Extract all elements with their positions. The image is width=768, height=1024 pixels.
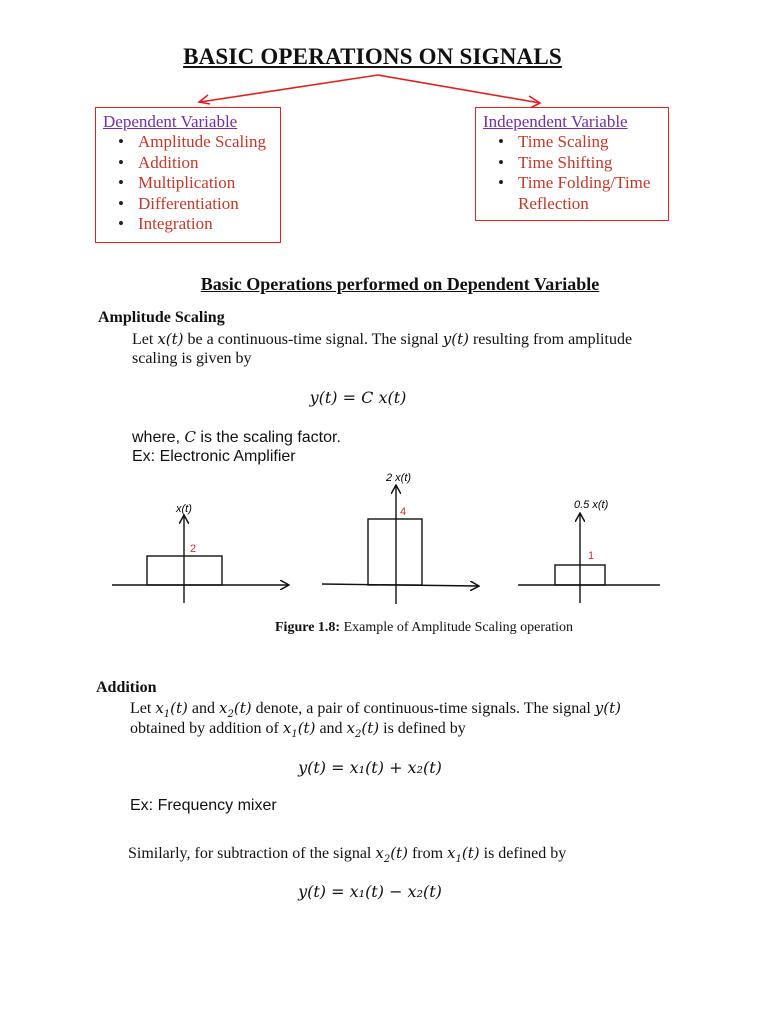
text: Let <box>132 331 158 348</box>
list-item: • Addition <box>118 153 280 174</box>
plot-label: 2 x(t) <box>386 472 412 484</box>
math-x-t: x(t) <box>157 330 184 348</box>
figure-caption <box>0 620 768 636</box>
dependent-heading: Dependent Variable <box>103 112 238 131</box>
math-x1-t: $x_1(t)$ <box>447 844 480 865</box>
list-item: • Differentiation <box>118 194 280 215</box>
text: and <box>315 720 347 737</box>
text: is defined by <box>379 720 466 737</box>
text: Let <box>130 700 156 717</box>
amplitude-heading: Amplitude Scaling <box>98 309 225 326</box>
arrow-left-head <box>199 95 210 104</box>
text: Similarly, for subtraction of the signal <box>128 845 376 862</box>
amplitude-example: Ex: Electronic Amplifier <box>132 448 296 465</box>
plot-half-x-t <box>518 499 660 603</box>
text: where, <box>132 429 185 446</box>
list-item-continuation: Reflection <box>518 193 589 213</box>
caption-label: Figure 1.8: <box>275 620 341 635</box>
plot-label: 0.5 x(t) <box>574 499 609 511</box>
dependent-list <box>96 132 280 235</box>
addition-equation: y(t) = x₁(t) + x₂(t) <box>298 758 442 777</box>
section-heading: Basic Operations performed on Dependent Variable <box>200 274 600 294</box>
amplitude-value: 1 <box>588 550 595 562</box>
list-item: • Time Shifting <box>498 153 668 174</box>
title-arrows <box>0 0 768 120</box>
text: is defined by <box>479 845 567 862</box>
page-title: BASIC OPERATIONS ON SIGNALS <box>183 44 562 69</box>
math-y-t: y(t) <box>442 330 469 348</box>
independent-list <box>476 132 668 214</box>
list-item: • Integration <box>118 214 280 235</box>
text: denote, a pair of continuous-time signals. The signal <box>251 700 595 717</box>
plot-label: x(t) <box>176 503 192 515</box>
amplitude-equation: y(t) = C x(t) <box>309 388 407 407</box>
math-x2-t: $x_2(t)$ <box>219 699 252 720</box>
list-item: • Time Scaling <box>498 132 668 153</box>
amplitude-scaling-figure <box>100 466 660 611</box>
plot-2x-t <box>322 472 478 604</box>
arrow-left <box>200 75 378 102</box>
text: obtained by addition of <box>130 720 283 737</box>
caption-text: Example of Amplitude Scaling operation <box>340 620 573 635</box>
math-x2-t: $x_2(t)$ <box>346 719 380 740</box>
independent-heading: Independent Variable <box>483 112 628 131</box>
amplitude-value: 2 <box>190 543 197 555</box>
text: is the scaling factor. <box>195 429 341 446</box>
amplitude-value: 4 <box>400 506 407 518</box>
math-y-t: y(t) <box>594 699 621 717</box>
addition-paragraph-line2 <box>130 718 760 745</box>
math-x1-t: $x_1(t)$ <box>282 719 316 740</box>
arrow-right <box>378 75 540 103</box>
text: be a continuous-time signal. The signal <box>183 331 443 348</box>
addition-heading: Addition <box>96 679 157 696</box>
independent-variable-box <box>475 107 669 221</box>
amplitude-paragraph <box>132 329 752 350</box>
pulse-rect <box>368 519 422 585</box>
text: resulting from amplitude <box>468 331 633 348</box>
subtraction-equation: y(t) = x₁(t) − x₂(t) <box>298 882 442 901</box>
list-item: • Time Folding/Time <box>498 173 668 194</box>
subtraction-paragraph <box>128 843 758 870</box>
list-item: • Multiplication <box>118 173 280 194</box>
amplitude-paragraph-line2: scaling is given by <box>132 350 252 367</box>
plot-x-t <box>112 503 288 603</box>
text: from <box>407 845 448 862</box>
list-item: • Amplitude Scaling <box>118 132 280 153</box>
dependent-variable-box <box>95 107 281 243</box>
math-x2-t: $x_2(t)$ <box>375 844 408 865</box>
text: and <box>187 700 220 717</box>
math-c: C <box>184 428 196 446</box>
addition-example: Ex: Frequency mixer <box>130 797 277 814</box>
scaling-factor-note <box>132 428 341 447</box>
math-x1-t: $x_1(t)$ <box>155 699 188 720</box>
